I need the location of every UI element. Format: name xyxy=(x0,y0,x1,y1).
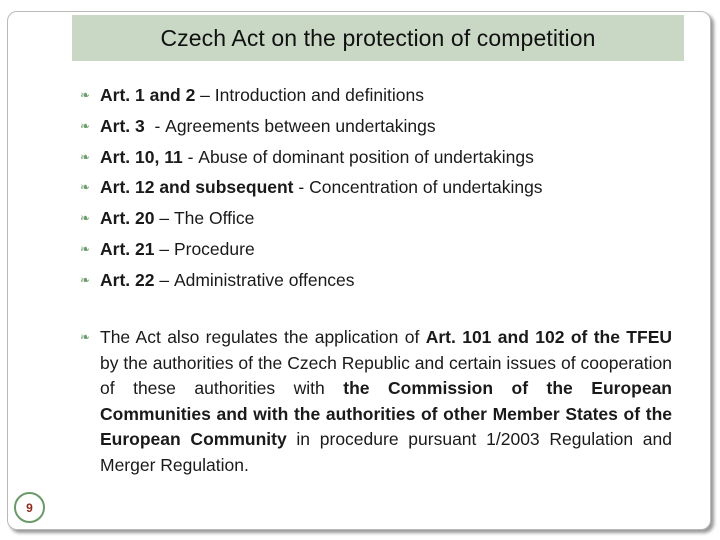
paragraph-bold-part: the Commission of the European Communities and with the authorities of other Member States of the European Community xyxy=(100,378,672,449)
summary-paragraph xyxy=(80,325,672,478)
article-desc: Agreements between undertakings xyxy=(165,115,436,136)
article-sep: – xyxy=(154,238,174,259)
list-item xyxy=(80,203,543,234)
article-sep: – xyxy=(154,208,174,229)
list-item xyxy=(80,234,543,265)
article-desc: Procedure xyxy=(173,238,255,259)
article-sep: - xyxy=(182,146,199,167)
article-desc: Concentration of undertakings xyxy=(309,177,543,198)
article-sep: - xyxy=(144,115,166,136)
leaf-bullet-icon: ❧ xyxy=(80,211,91,226)
leaf-bullet-icon: ❧ xyxy=(80,272,91,287)
article-desc: Abuse of dominant position of undertakings xyxy=(198,146,534,167)
paragraph-part: The Act also regulates the application of xyxy=(100,327,426,347)
article-ref: Art. 22 xyxy=(100,269,155,290)
article-desc: Introduction and definitions xyxy=(214,85,424,105)
article-list xyxy=(80,80,543,296)
article-ref: Art. 10, 11 xyxy=(100,146,183,167)
paragraph-part: by the authorities of the Czech Republic and certain issues of cooperation of these authorities with xyxy=(100,352,672,398)
article-sep: - xyxy=(293,177,310,198)
slide-title: Czech Act on the protection of competition xyxy=(160,24,596,51)
paragraph-bold-part: Art. 101 and 102 of the TFEU xyxy=(425,327,673,347)
article-desc: The Office xyxy=(173,208,255,229)
article-ref: Art. 12 and subsequent xyxy=(100,177,294,198)
page-number: 9 xyxy=(14,492,45,523)
list-item xyxy=(80,172,543,203)
paragraph-part: in procedure pursuant 1/2003 Regulation and Merger Regulation. xyxy=(100,429,672,475)
list-item xyxy=(80,265,543,296)
article-sep: – xyxy=(154,269,174,290)
article-ref: Art. 21 xyxy=(100,238,155,259)
article-desc: Administrative offences xyxy=(173,269,355,290)
article-ref: Art. 1 and 2 xyxy=(100,85,196,105)
list-item xyxy=(80,80,543,111)
leaf-bullet-icon: ❧ xyxy=(80,180,91,195)
leaf-bullet-icon: ❧ xyxy=(80,149,91,164)
article-ref: Art. 3 xyxy=(100,115,145,136)
leaf-bullet-icon: ❧ xyxy=(80,88,91,102)
article-sep: – xyxy=(195,85,215,105)
leaf-bullet-icon: ❧ xyxy=(80,330,91,344)
title-bar xyxy=(72,15,684,61)
leaf-bullet-icon: ❧ xyxy=(80,241,91,256)
paragraph-text xyxy=(100,325,672,478)
leaf-bullet-icon: ❧ xyxy=(80,118,91,133)
list-item xyxy=(80,111,543,142)
article-ref: Art. 20 xyxy=(100,208,155,229)
list-item xyxy=(80,142,543,173)
